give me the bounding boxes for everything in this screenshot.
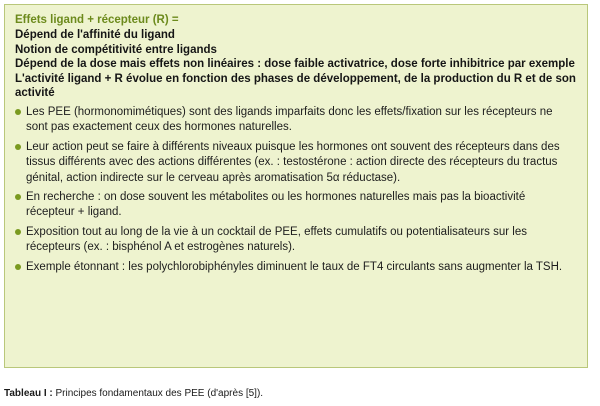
list-item bbox=[15, 225, 577, 256]
bold-line-affinity: Dépend de l'affinité du ligand bbox=[15, 29, 175, 41]
bullet-dot-icon bbox=[15, 229, 21, 235]
bullet-text: Exposition tout au long de la vie à un cocktail de PEE, effets cumulatifs ou potentialisateurs sur les récepteurs (ex. : bisphénol A et estrogènes naturels). bbox=[26, 225, 527, 254]
table-box bbox=[4, 4, 588, 368]
bullet-dot-icon bbox=[15, 109, 21, 115]
bold-line-competitivity: Notion de compétitivité entre ligands bbox=[15, 43, 217, 56]
bullet-text: Leur action peut se faire à différents niveaux puisque les hormones ont souvent des récepteurs dans des tissus différents avec des actions différentes (ex. : testostérone : action directe des récepteurs du tractus génital, action indirecte sur le cerveau après aromatisation 5α réductase). bbox=[26, 140, 560, 184]
list-item bbox=[15, 140, 577, 186]
bullet-text: Les PEE (hormonomimétiques) sont des ligands imparfaits donc les effets/fixation sur les récepteurs ne sont pas exactement ceux des hormones naturelles. bbox=[26, 105, 553, 134]
box-heading: Effets ligand + récepteur (R) = bbox=[15, 14, 179, 26]
bullet-text: Exemple étonnant : les polychlorobiphényles diminuent le taux de FT4 circulants sans augmenter la TSH. bbox=[26, 260, 563, 273]
list-item bbox=[15, 190, 577, 221]
bold-line-activity: L'activité ligand + R évolue en fonction des phases de développement, de la production du R et de son activité bbox=[15, 72, 576, 100]
bullet-list bbox=[15, 105, 577, 275]
bullet-text: En recherche : on dose souvent les métabolites ou les hormones naturelles mais pas la bioactivité récepteur + ligand. bbox=[26, 191, 526, 219]
bullet-dot-icon bbox=[15, 144, 21, 150]
bullet-dot-icon bbox=[15, 194, 21, 200]
bold-line-dose: Dépend de la dose mais effets non linéaires : dose faible activatrice, dose forte inhibitrice par exemple bbox=[15, 58, 575, 71]
caption-text: Principes fondamentaux des PEE (d'après [5]). bbox=[52, 388, 264, 399]
caption-label: Tableau I : bbox=[4, 388, 53, 399]
list-item bbox=[15, 260, 577, 275]
bullet-dot-icon bbox=[15, 264, 21, 270]
list-item bbox=[15, 105, 577, 136]
table-caption bbox=[4, 388, 263, 400]
